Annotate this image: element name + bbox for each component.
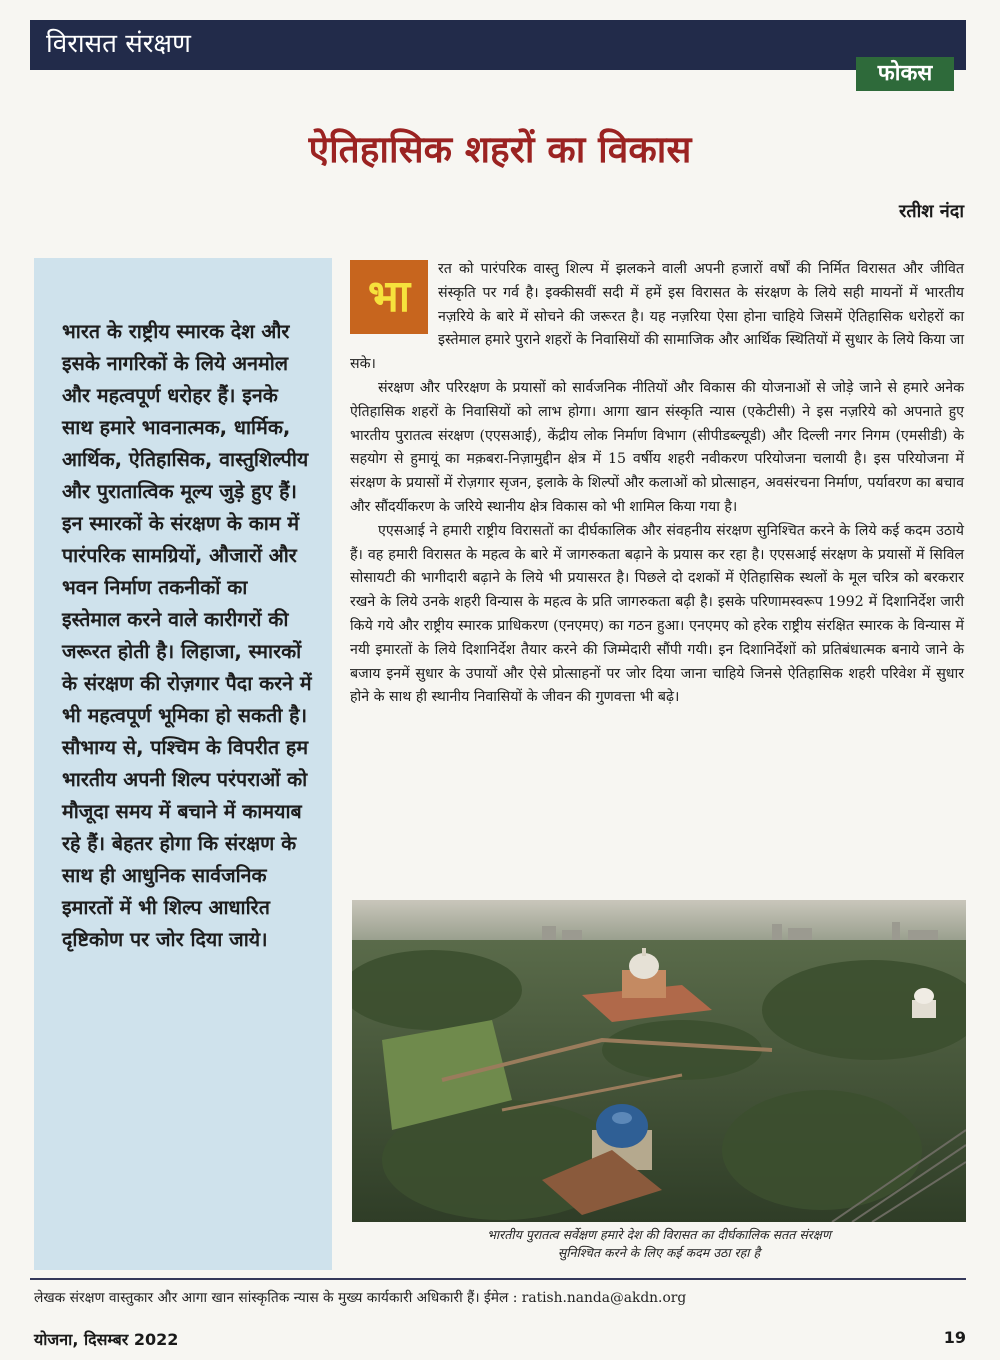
- caption-line-1: भारतीय पुरातत्व सर्वेक्षण हमारे देश की विरासत का दीर्घकालिक सतत संरक्षण: [487, 1227, 831, 1242]
- footer-divider: [30, 1278, 966, 1280]
- drop-cap: भा: [350, 260, 428, 334]
- aerial-photo-humayun-tomb: [352, 900, 966, 1222]
- paragraph-1-text: रत को पारंपरिक वास्तु शिल्प में झलकने वाली अपनी हजारों वर्षों की निर्मित विरासत और जीवित संस्कृति पर गर्व है। इक्कीसवीं सदी में हमें इस विरासत के संरक्षण के लिये सही मायनों में भारतीय नज़रिये के बारे में सोचने की जरूरत है। यह नज़रिया ऐसा होना चाहिये जिसमें ऐतिहासिक धरोहरों का इस्तेमाल हमारे पुराने शहरों के निवासियों की सामाजिक और आर्थिक स्थितियों में सुधार के लिये किया जा सके।: [350, 261, 964, 373]
- article-body: [350, 258, 964, 710]
- section-title: विरासत संरक्षण: [46, 29, 191, 59]
- aerial-photo-illustration: [352, 900, 966, 1222]
- author-note: लेखक संरक्षण वास्तुकार और आगा खान सांस्कृतिक न्यास के मुख्य कार्यकारी अधिकारी हैं। ईमेल : ratish.nanda@akdn.org: [34, 1290, 687, 1306]
- focus-tag: फोकस: [856, 57, 954, 91]
- article-title: ऐतिहासिक शहरों का विकास: [308, 128, 692, 171]
- sidebar-box: [34, 258, 332, 1270]
- photo-caption: [352, 1226, 966, 1262]
- sidebar-text: भारत के राष्ट्रीय स्मारक देश और इसके नागरिकों के लिये अनमोल और महत्वपूर्ण धरोहर हैं। इनके साथ हमारे भावनात्मक, धार्मिक, आर्थिक, ऐतिहासिक, वास्तुशिल्पीय और पुरातात्विक मूल्य जुड़े हुए हैं। इन स्मारकों के संरक्षण के काम में पारंपरिक सामग्रियों, औजारों और भवन निर्माण तकनीकों का इस्तेमाल करने वाले कारीगरों की जरूरत होती है। लिहाजा, स्मारकों के संरक्षण की रोज़गार पैदा करने में भी महत्वपूर्ण भूमिका हो सकती है। सौभाग्य से, पश्चिम के विपरीत हम भारतीय अपनी शिल्प परंपराओं को मौजूदा समय में बचाने में कामयाब रहे हैं। बेहतर होगा कि संरक्षण के साथ ही आधुनिक सार्वजनिक इमारतों में भी शिल्प आधारित दृष्टिकोण पर जोर दिया जाये।: [62, 320, 312, 951]
- section-header-bar: [30, 20, 966, 70]
- caption-line-2: सुनिश्चित करने के लिए कई कदम उठा रहा है: [557, 1245, 761, 1260]
- paragraph-3: एएसआई ने हमारी राष्ट्रीय विरासतों का दीर्घकालिक और संवहनीय संरक्षण सुनिश्चित करने के लिये कई कदम उठाये हैं। वह हमारी विरासत के महत्व के बारे में जागरुकता बढ़ाने के प्रयास कर रहा है। एएसआई संरक्षण के प्रयासों में सिविल सोसायटी की भागीदारी बढ़ाने के लिये भी प्रयासरत है। पिछले दो दशकों में ऐतिहासिक स्थलों के मूल चरित्र को बरकरार रखने के लिये उनके शहरी विन्यास के महत्व के प्रति जागरुकता बढ़ी है। इसके परिणामस्वरूप 1992 में दिशानिर्देश जारी किये गये और राष्ट्रीय स्मारक प्राधिकरण (एनएमए) का गठन हुआ। एनएमए को हरेक राष्ट्रीय संरक्षित स्मारक के विन्यास में नयी इमारतों के लिये दिशानिर्देश तैयार करने की जिम्मेदारी सौंपी गयी। इन दिशानिर्देशों को प्रतिबंधात्मक बनाये जाने के बजाय इनमें सुधार के उपायों और ऐसे प्रोत्साहनों पर जोर दिया जाना चाहिये जिनसे ऐतिहासिक शहरी परिवेश में सुधार होने के साथ ही स्थानीय निवासियों के जीवन की गुणवत्ता भी बढ़े।: [350, 522, 964, 706]
- page-number: 19: [943, 1328, 966, 1347]
- paragraph-2: संरक्षण और परिरक्षण के प्रयासों को सार्वजनिक नीतियों और विकास की योजनाओं से जोड़े जाने से हमारे अनेक ऐतिहासिक शहरों के निवासियों को लाभ होगा। आगा खान संस्कृति न्यास (एकेटीसी) ने इस नज़रिये को अपनाते हुए भारतीय पुरातत्व संरक्षण (एएसआई), केंद्रीय लोक निर्माण विभाग (सीपीडब्ल्यूडी) और दिल्ली नगर निगम (एमसीडी) के सहयोग से हुमायूं का मक़बरा-निज़ामुद्दीन क्षेत्र में 15 वर्षीय शहरी नवीकरण परियोजना चलायी है। इस परियोजना में संरक्षण के प्रयासों में रोज़गार सृजन, इलाके के शिल्पों और कलाओं को प्रोत्साहन, अवसंरचना निर्माण, पर्यावरण का बचाव और सौंदर्यीकरण के जरिये स्थानीय क्षेत्र विकास को भी शामिल किया गया है।: [350, 379, 964, 515]
- journal-name-date: योजना, दिसम्बर 2022: [34, 1330, 179, 1349]
- paragraph-1: [350, 258, 964, 377]
- author-name: रतीश नंदा: [898, 201, 964, 222]
